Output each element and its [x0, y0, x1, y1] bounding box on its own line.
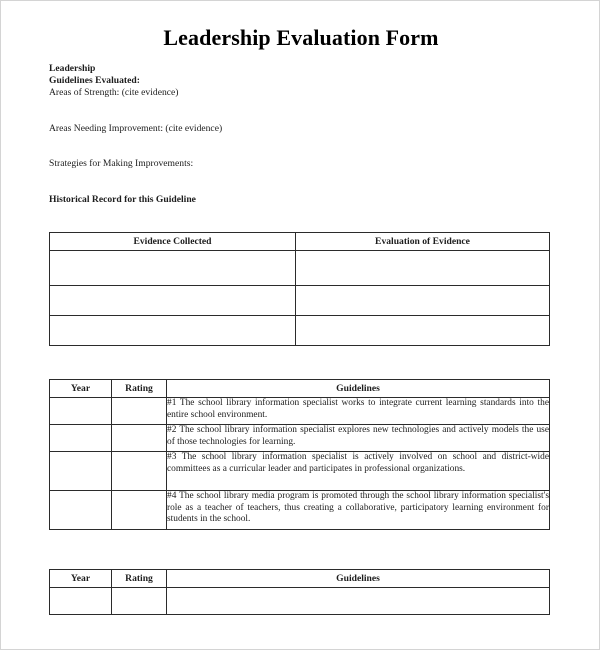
evaluation-of-evidence-cell[interactable] [296, 286, 550, 316]
evidence-collected-cell[interactable] [50, 316, 296, 346]
table-row [50, 588, 550, 615]
rating-cell[interactable] [112, 491, 167, 530]
guideline-cell: #4 The school library media program is promoted through the school library information specialist's role as a teacher of teachers, thus creating a collaborative, participatory learning environment for students in the school. [167, 491, 550, 530]
table-row [50, 398, 550, 425]
table-row [50, 286, 550, 316]
rating-cell[interactable] [112, 425, 167, 452]
guideline-cell: #3 The school library information specialist is actively involved on school and district-wide committees as a curricular leader and participates in professional organizations. [167, 452, 550, 491]
column-header-guidelines: Guidelines [167, 380, 550, 398]
table-header-row [50, 233, 550, 251]
page-title: Leadership Evaluation Form [163, 25, 439, 50]
guideline-cell[interactable] [167, 588, 550, 615]
areas-of-strength-label: Areas of Strength: (cite evidence) [49, 87, 179, 99]
section-label-leadership: Leadership [49, 63, 96, 74]
column-header-evaluation-of-evidence: Evaluation of Evidence [296, 233, 550, 251]
year-cell[interactable] [50, 452, 112, 491]
historical-record-heading: Historical Record for this Guideline [49, 194, 196, 206]
year-cell[interactable] [50, 588, 112, 615]
strategies-label: Strategies for Making Improvements: [49, 157, 194, 169]
guidelines-evaluated-label: Guidelines Evaluated: [49, 75, 140, 87]
column-header-guidelines: Guidelines [167, 570, 550, 588]
table-row [50, 251, 550, 286]
column-header-evidence-collected: Evidence Collected [50, 233, 296, 251]
intro-text-block [49, 63, 529, 206]
spacer [49, 135, 529, 158]
spacer [49, 100, 529, 123]
rating-cell[interactable] [112, 588, 167, 615]
areas-needing-improvement-label: Areas Needing Improvement: (cite evidence) [49, 122, 223, 134]
guideline-cell: #2 The school library information specialist explores new technologies and actively models the use of those technologies for learning. [167, 425, 550, 452]
column-header-year: Year [50, 570, 112, 588]
column-header-rating: Rating [112, 380, 167, 398]
evaluation-of-evidence-cell[interactable] [296, 251, 550, 286]
year-cell[interactable] [50, 491, 112, 530]
table-header-row [50, 380, 550, 398]
rating-cell[interactable] [112, 452, 167, 491]
year-cell[interactable] [50, 425, 112, 452]
rating-cell[interactable] [112, 398, 167, 425]
guidelines-table [49, 379, 550, 530]
table-row [50, 452, 550, 491]
year-cell[interactable] [50, 398, 112, 425]
evidence-collected-cell[interactable] [50, 251, 296, 286]
evidence-collected-cell[interactable] [50, 286, 296, 316]
guidelines-table-continued [49, 569, 550, 615]
table-row [50, 316, 550, 346]
column-header-rating: Rating [112, 570, 167, 588]
table-row [50, 491, 550, 530]
evidence-table [49, 232, 550, 346]
spacer [49, 170, 529, 194]
guideline-cell: #1 The school library information specialist works to integrate current learning standards into the entire school environment. [167, 398, 550, 425]
table-header-row [50, 570, 550, 588]
evaluation-of-evidence-cell[interactable] [296, 316, 550, 346]
table-row [50, 425, 550, 452]
column-header-year: Year [50, 380, 112, 398]
